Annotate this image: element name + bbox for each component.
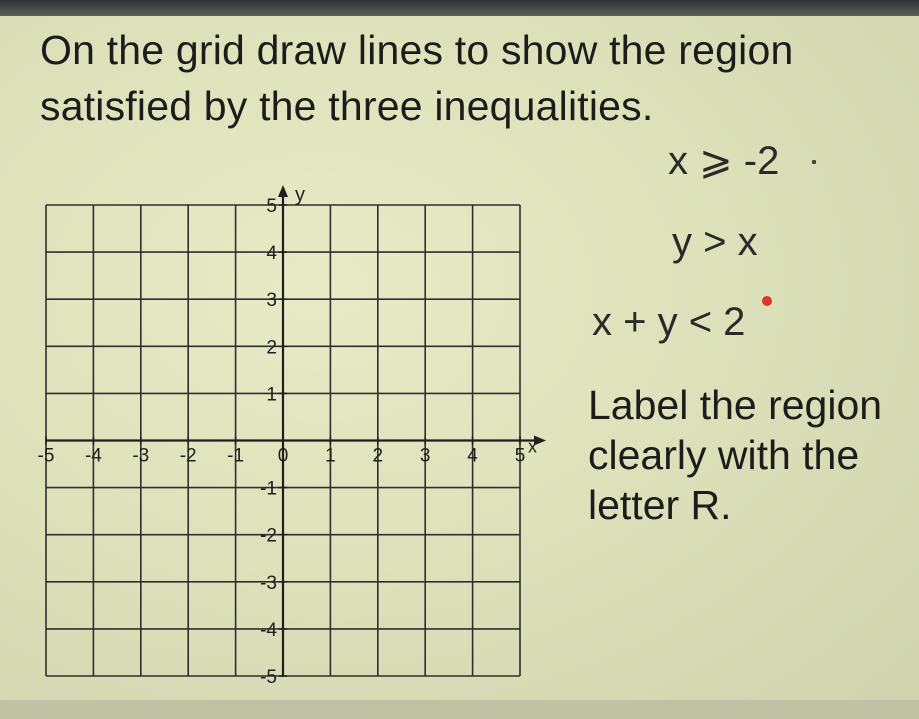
question-text: On the grid draw lines to show the region satisfied by the three inequalities. <box>40 27 794 129</box>
y-tick-label: 2 <box>266 337 277 359</box>
y-tick-label: 4 <box>266 243 277 265</box>
x-tick-label: -3 <box>132 445 150 467</box>
label-instruction: Label the region clearly with the letter R. <box>588 382 883 528</box>
y-tick-label: 3 <box>266 290 277 312</box>
y-axis-arrow-icon <box>278 185 288 197</box>
inequality-1: x ⩾ -2 <box>668 139 780 183</box>
x-tick-label: 3 <box>419 445 431 467</box>
x-tick-label: -5 <box>37 445 55 467</box>
y-tick-label: -3 <box>260 572 277 594</box>
inequality-3: x + y < 2 <box>592 300 746 344</box>
y-tick-label: -5 <box>260 667 277 688</box>
bottom-edge <box>0 700 919 719</box>
y-tick-label: -4 <box>260 619 277 641</box>
x-tick-label: 1 <box>325 445 336 467</box>
x-tick-label: 4 <box>467 445 478 467</box>
y-tick-label: 1 <box>266 384 277 406</box>
x-tick-label: 5 <box>514 445 526 467</box>
x-axis-label: x <box>528 436 537 457</box>
x-tick-label: -4 <box>84 445 102 467</box>
x-tick-label: 0 <box>277 445 289 467</box>
inequality-2: y > x <box>672 220 758 264</box>
x-tick-label: -1 <box>227 445 245 467</box>
y-tick-label: -2 <box>260 525 277 547</box>
x-tick-label: 2 <box>372 445 384 467</box>
y-axis-label: y <box>295 184 305 206</box>
tick-labels <box>38 184 537 688</box>
x-tick-label: -2 <box>179 445 197 467</box>
axes <box>46 185 546 676</box>
y-tick-label: -1 <box>260 478 277 500</box>
y-tick-label: 5 <box>266 196 277 217</box>
